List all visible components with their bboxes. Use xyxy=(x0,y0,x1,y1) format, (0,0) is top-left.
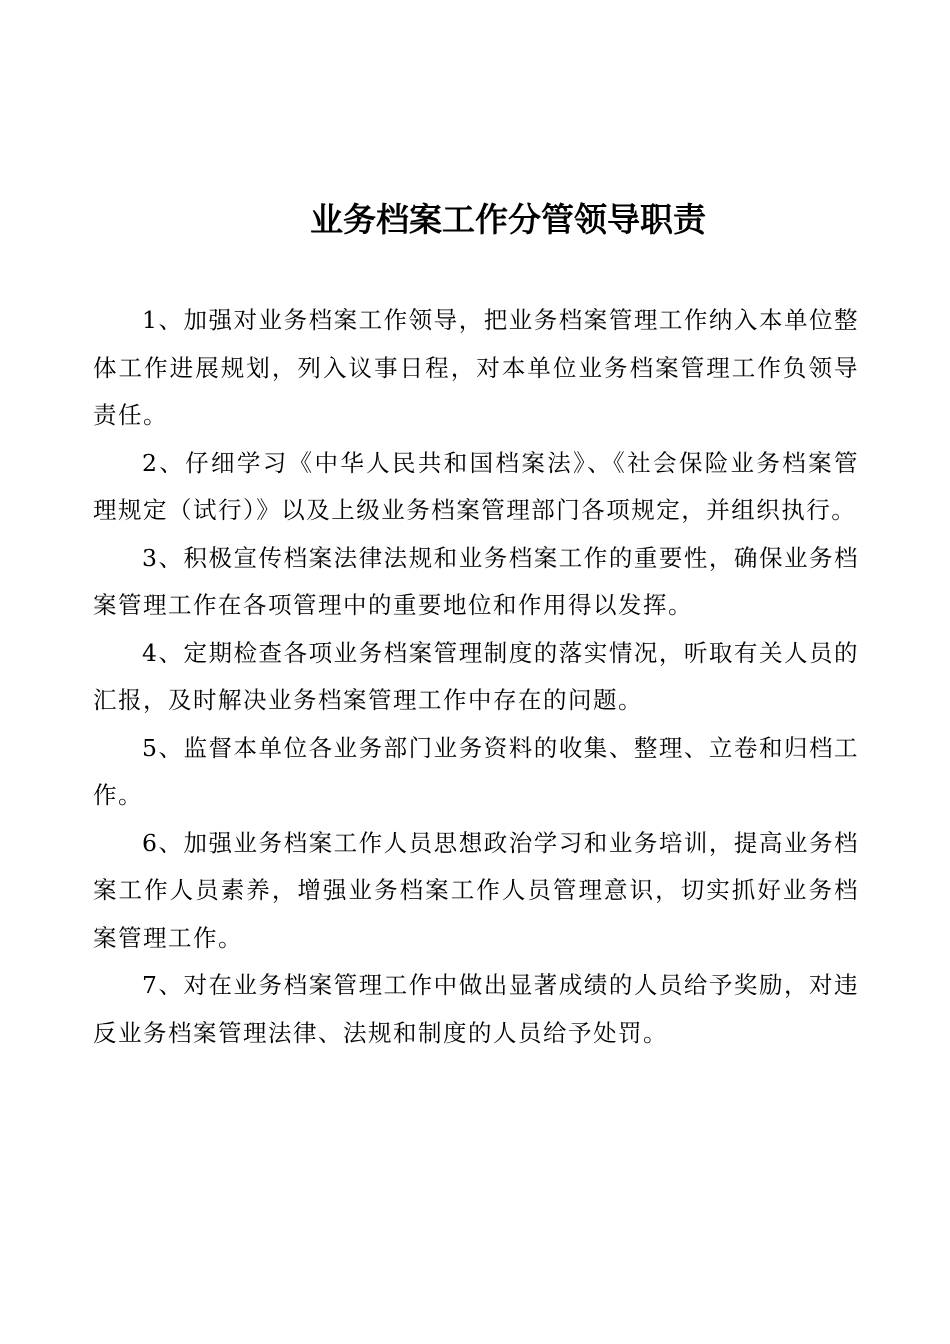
paragraph-2: 2、仔细学习《中华人民共和国档案法》、《社会保险业务档案管理规定（试行）》以及上级业务档案管理部门各项规定，并组织执行。 xyxy=(93,448,859,524)
paragraph-7: 7、对在业务档案管理工作中做出显著成绩的人员给予奖励，对违反业务档案管理法律、法规和制度的人员给予处罚。 xyxy=(93,971,859,1047)
paragraph-1: 1、加强对业务档案工作领导，把业务档案管理工作纳入本单位整体工作进展规划，列入议事日程，对本单位业务档案管理工作负领导责任。 xyxy=(93,306,859,429)
paragraph-4: 4、定期检查各项业务档案管理制度的落实情况，听取有关人员的汇报，及时解决业务档案管理工作中存在的问题。 xyxy=(93,638,859,714)
paragraph-3: 3、积极宣传档案法律法规和业务档案工作的重要性，确保业务档案管理工作在各项管理中的重要地位和作用得以发挥。 xyxy=(93,543,859,619)
paragraph-5: 5、监督本单位各业务部门业务资料的收集、整理、立卷和归档工作。 xyxy=(93,733,859,809)
paragraph-6: 6、加强业务档案工作人员思想政治学习和业务培训，提高业务档案工作人员素养，增强业务档案工作人员管理意识，切实抓好业务档案管理工作。 xyxy=(93,828,859,952)
document-title: 业务档案工作分管领导职责 xyxy=(310,200,706,239)
document-body xyxy=(93,297,859,1057)
